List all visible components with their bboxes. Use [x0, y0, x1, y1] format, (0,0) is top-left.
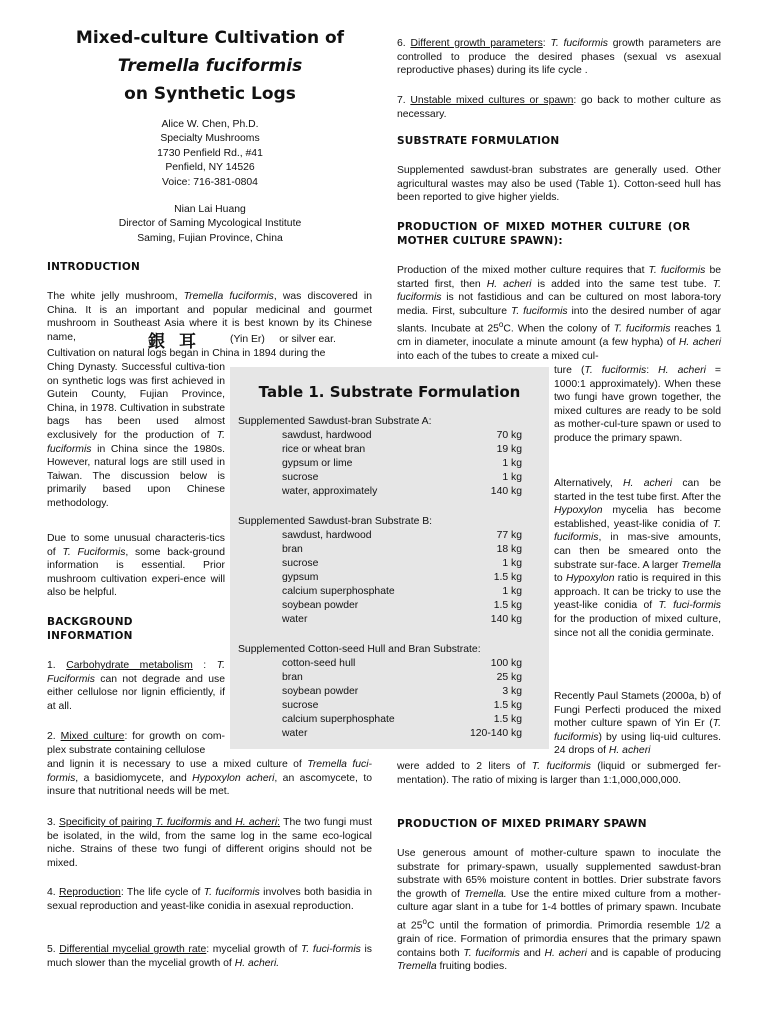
heading-mother-culture: PRODUCTION OF MIXED MOTHER CULTURE (OR MOTHER CULTURE SPAWN): [397, 221, 691, 247]
author-org: Director of Saming Mycological Institute [118, 218, 302, 230]
paragraph-mother-culture-narrow: ture (T. fuciformis: H. acheri = 1000:1 approximately). When these two fungi have grown together, the mixed cultures are ready to be sold as mother-cul-ture spawn or used to produce the primary spawn. [554, 365, 721, 444]
table-row: water 120-140 kg [282, 728, 522, 739]
chinese-name: 銀耳 [148, 332, 210, 352]
table-row: rice or wheat bran 19 kg [282, 444, 522, 455]
table-row: soybean powder 3 kg [282, 686, 522, 697]
background-item-3: 3. Specificity of pairing T. fuciformis and H. acheri: The two fungi must be isolated, in the wild, from the same log in the same eco-logical niche. Strains of these two fungi of different origins should not be mixed. [47, 817, 373, 869]
paragraph-stamets-cont: were added to 2 liters of T. fuciformis (liquid or submerged fer-mentation). The ratio of mixing is larger than 1:1,000,000,000. [397, 761, 721, 786]
table-row: water, approximately 140 kg [282, 486, 522, 497]
table-row: soybean powder 1.5 kg [282, 600, 522, 611]
table-row: gypsum 1.5 kg [282, 572, 522, 583]
table-row: calcium superphosphate 1.5 kg [282, 714, 522, 725]
title-line-3: on Synthetic Logs [124, 84, 296, 104]
table-row: water 140 kg [282, 614, 522, 625]
paragraph-intro-cont: Cultivation on natural logs began in China in 1894 during the [47, 348, 326, 359]
table-row: sawdust, hardwood 70 kg [282, 430, 522, 441]
background-item-1: 1. Carbohydrate metabolism : T. Fuciformis can not degrade and use either cellulose nor lignin efficiently, if at all. [47, 660, 225, 712]
author-city: Penfield, NY 14526 [165, 162, 255, 174]
author-address: 1730 Penfield Rd., #41 [157, 147, 263, 159]
table-row: gypsum or lime 1 kg [282, 458, 522, 469]
author-address: Saming, Fujian Province, China [137, 232, 283, 244]
table-row: bran 18 kg [282, 544, 522, 555]
table-row: calcium superphosphate 1 kg [282, 586, 522, 597]
background-item-2: 2. Mixed culture: for growth on com-plex substrate containing cellulose [47, 731, 225, 756]
paragraph-intro-narrow: Ching Dynasty. Successful cultiva-tion on synthetic logs was first achieved in Gutein County, Fujian Province, China, in 1978. Cultivation in substrate bags has been used almost exclusively for the production of T. fuciformis in China since the 1980s. However, natural logs are still used in Taiwan. The discussion below is primarily based upon Chinese methodology. [47, 362, 225, 509]
table-section-title: Supplemented Sawdust-bran Substrate B: [238, 516, 433, 527]
author-block-1 [80, 118, 340, 190]
table-row: cotton-seed hull 100 kg [282, 658, 522, 669]
author-block-2 [50, 203, 370, 246]
paragraph-intro: The white jelly mushroom, Tremella fuciformis, was discovered in China. It is an important and popular medicinal and gourmet mushroom in Southeast Asia where it is best known by its Chinese name, [47, 291, 372, 343]
background-item-7: 7. Unstable mixed cultures or spawn: go back to mother culture as necessary. [397, 95, 721, 120]
title-line-2: Tremella fuciformis [117, 56, 303, 76]
paragraph-alternative: Alternatively, H. acheri can be started in the test tube first. After the Hypoxylon mycelia has become established, yeast-like conidia of T. fuciformis, in mas-sive amounts, can then be smeared onto the substrate sur-face. A larger Tremella to Hypoxylon ratio is required in this approach. It can be tricky to use the yeast-like conidia of T. fuci-formis for the production of mixed culture, since not all the conidia germinate. [554, 478, 721, 639]
paragraph-stamets: Recently Paul Stamets (2000a, b) of Fungi Perfecti produced the mixed mother culture spawn of Yin Er (T. fuciformis) by using liq-uid cultures. 24 drops of H. acheri [554, 691, 721, 757]
table-title: Table 1. Substrate Formulation [258, 383, 521, 401]
author-name: Nian Lai Huang [174, 204, 246, 215]
paragraph-primary-spawn: Use generous amount of mother-culture spawn to inoculate the substrate for primary-spawn, usually supplemented sawdust-bran substrate with 65% moisture content in bottles. Drier substrate favors the growth of Tremella. Use the entire mixed culture from a mother-culture agar slant in a tube for 1-4 bottles of primary spawn. Incubate at 25$^o$C until the formation of primordia. Primordia resemble 1/2 a grain of rice. Formation of primordia ensures that the primary spawn contains both T. fuciformis and H. acheri and is capable of producing Tremella fruiting bodies. [397, 848, 721, 973]
table-row: bran 25 kg [282, 672, 522, 683]
heading-background: BACKGROUND INFORMATION [47, 616, 133, 642]
background-item-2-cont: and lignin it is necessary to use a mixed culture of Tremella fuci-formis, a basidiomycete, and Hypoxylon acheri, an ascomycete, to insure that nutritional needs will be met. [47, 759, 372, 798]
author-name: Alice W. Chen, Ph.D. [161, 119, 259, 130]
paragraph-mother-culture: Production of the mixed mother culture requires that T. fuciformis be started first, then H. acheri is added into the same test tube. T. fuciformis is not fastidious and can be cultured on most labora-tory media. First, subculture T. fuciformis into the desired number of agar slants. Incubate at 25$^o$C. When the colony of T. fuciformis reaches 1 cm in diameter, inoculate a minute amount (a few hypha) of H. acheri into each of the tubes to create a mixed cul- [397, 265, 722, 363]
author-org: Specialty Mushrooms [160, 133, 260, 145]
heading-introduction: INTRODUCTION [47, 261, 140, 273]
table-row: sucrose 1 kg [282, 472, 522, 483]
heading-substrate: SUBSTRATE FORMULATION [397, 135, 560, 147]
yin-er-text: (Yin Er) or silver ear. [230, 334, 336, 345]
paragraph-unusual: Due to some unusual characteris-tics of T. Fuciformis, some back-ground information is essential. Prior mushroom cultivation experi-ence will also be helpful. [47, 533, 225, 599]
paragraph-substrate: Supplemented sawdust-bran substrates are generally used. Other agricultural wastes may also be used (Table 1). Cotton-seed hull has been reported to give higher yields. [397, 165, 721, 204]
table-row: sawdust, hardwood 77 kg [282, 530, 522, 541]
table-row: sucrose 1.5 kg [282, 700, 522, 711]
background-item-6: 6. Different growth parameters: T. fuciformis growth parameters are controlled to produce the desired phases (sexual vs asexual reproductive phases) during its life cycle . [397, 38, 721, 77]
author-phone: Voice: 716-381-0804 [162, 176, 258, 188]
background-item-4: 4. Reproduction: The life cycle of T. fuciformis involves both basidia in sexual reproduction and yeast-like conidia in asexual reproduction. [47, 887, 372, 912]
title-line-1: Mixed-culture Cultivation of [75, 28, 345, 48]
table-section-title: Supplemented Cotton-seed Hull and Bran Substrate: [238, 644, 481, 655]
substrate-table [230, 367, 549, 749]
table-row: sucrose 1 kg [282, 558, 522, 569]
background-item-5: 5. Differential mycelial growth rate: mycelial growth of T. fuci-formis is much slower than the mycelial growth of H. acheri. [47, 944, 372, 969]
table-section-title: Supplemented Sawdust-bran Substrate A: [238, 416, 432, 427]
heading-primary-spawn: PRODUCTION OF MIXED PRIMARY SPAWN [397, 818, 647, 830]
